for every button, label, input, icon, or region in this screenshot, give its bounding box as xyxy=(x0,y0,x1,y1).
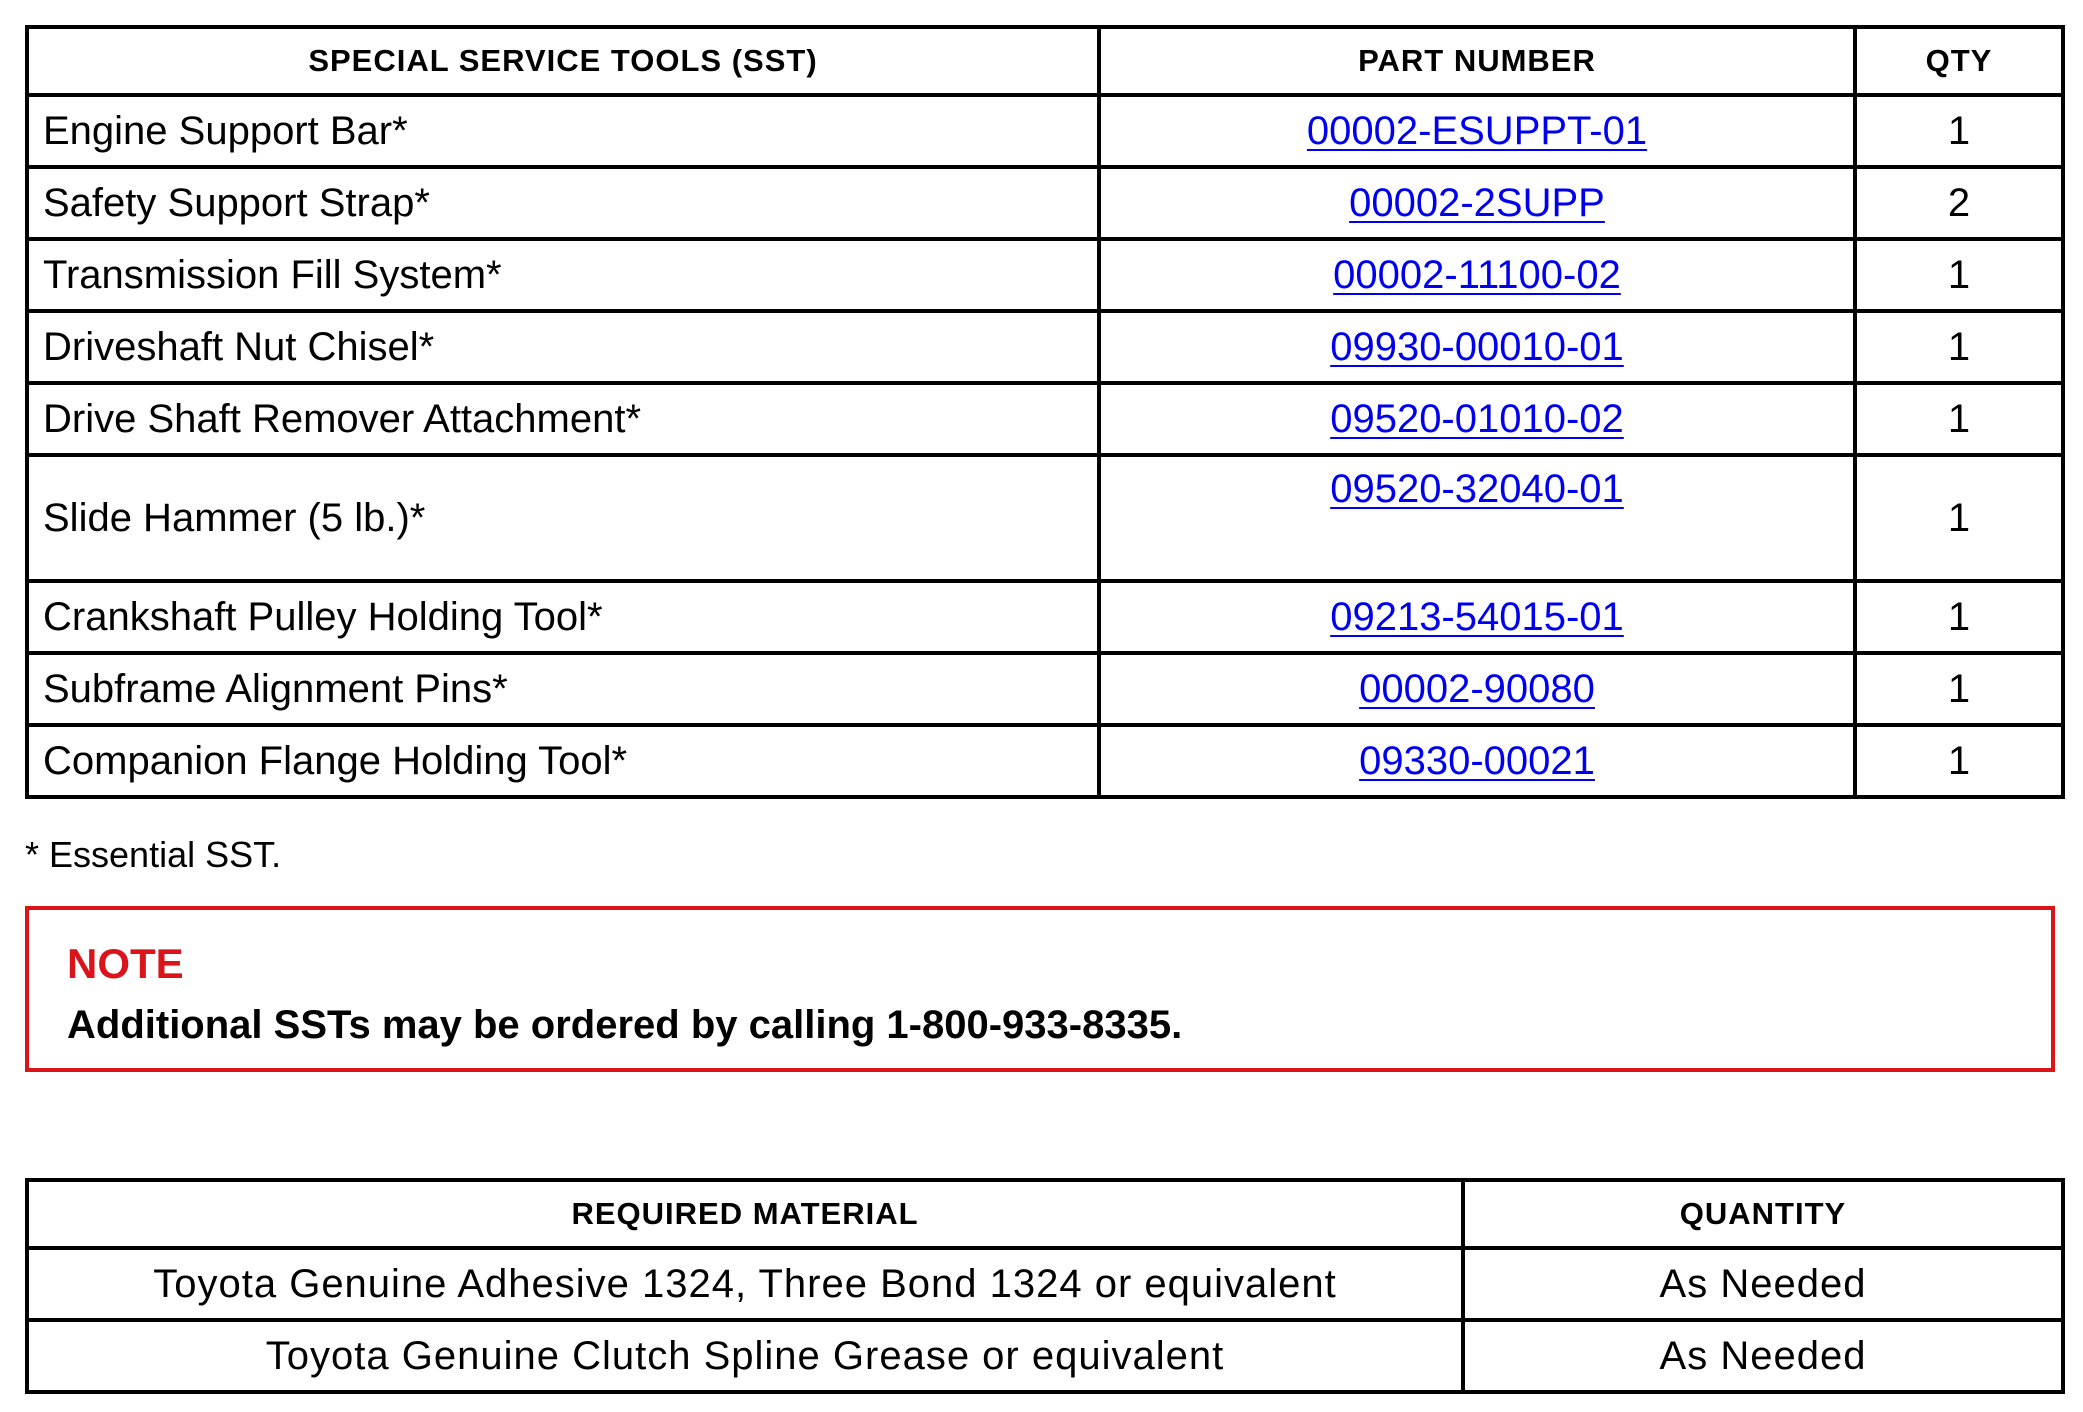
part-number-cell xyxy=(1099,167,1855,239)
tool-qty: 1 xyxy=(1855,455,2063,581)
special-service-tools-table xyxy=(25,25,2065,799)
tool-name: Crankshaft Pulley Holding Tool* xyxy=(27,581,1099,653)
sst-row xyxy=(27,455,2063,581)
sst-row xyxy=(27,95,2063,167)
tool-qty: 1 xyxy=(1855,383,2063,455)
tool-name: Safety Support Strap* xyxy=(27,167,1099,239)
sst-header-part-number: PART NUMBER xyxy=(1099,27,1855,95)
tool-qty: 1 xyxy=(1855,653,2063,725)
material-row xyxy=(27,1248,2063,1320)
material-header-material: REQUIRED MATERIAL xyxy=(27,1180,1463,1248)
tool-name: Slide Hammer (5 lb.)* xyxy=(27,455,1099,581)
part-number-cell xyxy=(1099,311,1855,383)
tool-qty: 1 xyxy=(1855,581,2063,653)
tool-name: Drive Shaft Remover Attachment* xyxy=(27,383,1099,455)
part-number-cell xyxy=(1099,383,1855,455)
note-title: NOTE xyxy=(67,940,184,987)
tool-name: Driveshaft Nut Chisel* xyxy=(27,311,1099,383)
part-number-link[interactable]: 00002-2SUPP xyxy=(1349,180,1605,225)
part-number-link[interactable]: 00002-90080 xyxy=(1359,666,1595,711)
part-number-link[interactable]: 09330-00021 xyxy=(1359,738,1595,783)
part-number-link[interactable]: 09213-54015-01 xyxy=(1330,594,1624,639)
sst-row xyxy=(27,725,2063,797)
sst-header-tool: SPECIAL SERVICE TOOLS (SST) xyxy=(27,27,1099,95)
required-material-table xyxy=(25,1178,2065,1394)
material-header-quantity: QUANTITY xyxy=(1463,1180,2063,1248)
sst-row xyxy=(27,239,2063,311)
tool-qty: 1 xyxy=(1855,239,2063,311)
material-quantity: As Needed xyxy=(1463,1320,2063,1392)
material-name: Toyota Genuine Clutch Spline Grease or equivalent xyxy=(27,1320,1463,1392)
part-number-cell xyxy=(1099,653,1855,725)
tool-name: Transmission Fill System* xyxy=(27,239,1099,311)
sst-row xyxy=(27,383,2063,455)
note-box xyxy=(25,906,2055,1072)
part-number-link[interactable]: 09520-32040-01 xyxy=(1330,467,1624,511)
sst-header-row xyxy=(27,27,2063,95)
tool-qty: 1 xyxy=(1855,311,2063,383)
sst-header-qty: QTY xyxy=(1855,27,2063,95)
sst-row xyxy=(27,311,2063,383)
tool-name: Subframe Alignment Pins* xyxy=(27,653,1099,725)
tool-name: Engine Support Bar* xyxy=(27,95,1099,167)
tool-qty: 1 xyxy=(1855,95,2063,167)
part-number-link[interactable]: 00002-11100-02 xyxy=(1333,252,1621,297)
material-header-row xyxy=(27,1180,2063,1248)
tool-qty: 1 xyxy=(1855,725,2063,797)
essential-sst-footnote: * Essential SST. xyxy=(25,834,282,875)
part-number-cell xyxy=(1099,725,1855,797)
sst-row xyxy=(27,581,2063,653)
part-number-cell xyxy=(1099,95,1855,167)
part-number-link[interactable]: 09520-01010-02 xyxy=(1330,396,1624,441)
sst-row xyxy=(27,167,2063,239)
sst-row xyxy=(27,653,2063,725)
part-number-cell xyxy=(1099,581,1855,653)
material-row xyxy=(27,1320,2063,1392)
part-number-cell xyxy=(1099,239,1855,311)
material-name: Toyota Genuine Adhesive 1324, Three Bond 1324 or equivalent xyxy=(27,1248,1463,1320)
note-text: Additional SSTs may be ordered by calling 1-800-933-8335. xyxy=(67,1003,1183,1047)
part-number-cell xyxy=(1099,455,1855,581)
material-quantity: As Needed xyxy=(1463,1248,2063,1320)
tool-qty: 2 xyxy=(1855,167,2063,239)
part-number-link[interactable]: 09930-00010-01 xyxy=(1330,324,1624,369)
part-number-link[interactable]: 00002-ESUPPT-01 xyxy=(1306,108,1648,153)
tool-name: Companion Flange Holding Tool* xyxy=(27,725,1099,797)
